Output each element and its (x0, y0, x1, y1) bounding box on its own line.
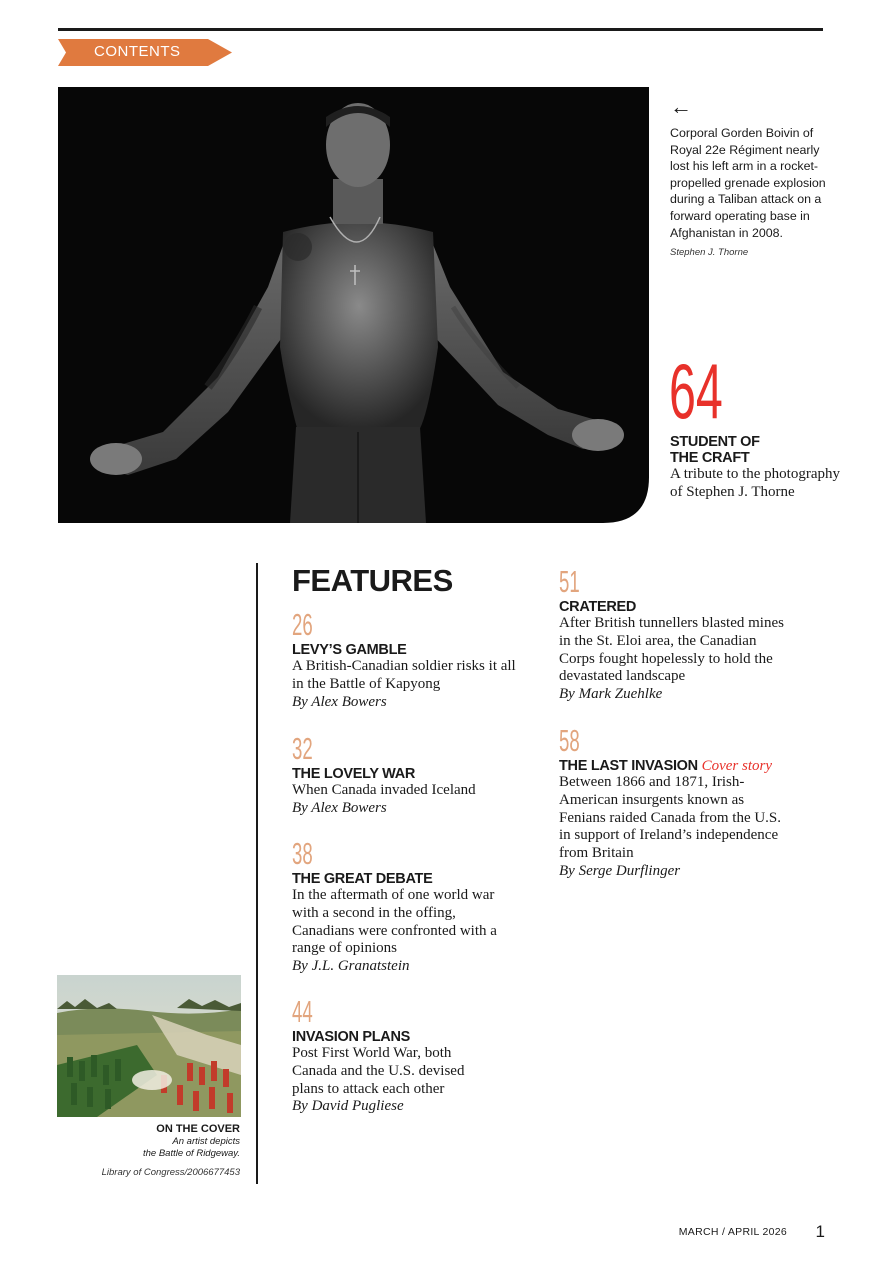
section-label: CONTENTS (94, 43, 181, 60)
cover-credit: Library of Congress/2006677453 (101, 1167, 240, 1178)
story-dek: In the aftermath of one world war with a second in the offing, Canadians were confronted with a range of opinions (292, 887, 497, 957)
contents-tab (58, 39, 232, 66)
story-page-number: 58 (559, 723, 580, 758)
hero-photo (58, 87, 649, 523)
features-heading: FEATURES (292, 563, 453, 598)
story-byline: By J.L. Granatstein (292, 958, 410, 975)
highlight-title-line1: STUDENT OF (670, 434, 760, 450)
story-page-number: 38 (292, 836, 313, 871)
story-dek: Post First World War, both Canada and the U.S. devised plans to attack each other (292, 1045, 465, 1097)
story-dek: A British-Canadian soldier risks it all in the Battle of Kapyong (292, 658, 516, 692)
story-title-row (559, 758, 793, 774)
cover-story-flag: Cover story (701, 758, 772, 774)
highlight-page-number[interactable]: 64 (669, 347, 723, 435)
cover-image[interactable] (57, 975, 241, 1117)
story-title: THE GREAT DEBATE (292, 871, 433, 887)
story-dek: After British tunnellers blasted mines in the St. Eloi area, the Canadian Corps fought hopelessly to hold the devastated landscape (559, 615, 784, 685)
story-item[interactable] (292, 995, 492, 1116)
cover-caption-line1: An artist depicts (172, 1136, 240, 1147)
column-divider (256, 563, 258, 1184)
story-page-number: 32 (292, 731, 313, 766)
story-title: THE LAST INVASION (559, 758, 698, 774)
issue-date: MARCH / APRIL 2026 (678, 1226, 788, 1238)
story-item[interactable] (292, 732, 522, 818)
story-page-number: 51 (559, 564, 580, 599)
story-dek: When Canada invaded Iceland (292, 782, 476, 798)
story-page-number: 26 (292, 607, 313, 642)
highlight-story[interactable] (670, 434, 840, 502)
story-title: CRATERED (559, 599, 637, 615)
story-byline: By David Pugliese (292, 1098, 404, 1115)
story-byline: By Mark Zuehlke (559, 686, 663, 703)
page-footer (679, 1222, 825, 1242)
story-dek: Between 1866 and 1871, Irish-American insurgents known as Fenians raided Canada from the U.S. in support of Ireland’s independence from Britain (559, 774, 782, 862)
story-title: LEVY’S GAMBLE (292, 642, 407, 658)
story-title: INVASION PLANS (292, 1029, 410, 1045)
story-byline: By Alex Bowers (292, 799, 387, 816)
cover-caption-title: ON THE COVER (156, 1123, 240, 1135)
story-item[interactable] (559, 565, 789, 704)
photo-credit: Stephen J. Thorne (670, 247, 749, 259)
top-rule (58, 28, 823, 31)
story-byline: By Alex Bowers (292, 693, 387, 710)
story-byline: By Serge Durflinger (559, 862, 681, 879)
hero-caption (670, 95, 830, 258)
story-item-cover[interactable] (559, 724, 793, 881)
story-title: THE LOVELY WAR (292, 766, 416, 782)
highlight-title-line2: THE CRAFT (670, 450, 750, 466)
left-arrow-icon: ← (670, 94, 692, 119)
story-item[interactable] (292, 608, 522, 711)
page-number: 1 (815, 1222, 825, 1241)
story-page-number: 44 (292, 994, 313, 1029)
highlight-dek: A tribute to the photography of Stephen J. Thorne (670, 466, 840, 500)
story-item[interactable] (292, 837, 514, 976)
cover-caption (57, 1122, 240, 1179)
caption-text: Corporal Gorden Boivin of Royal 22e Régiment nearly lost his left arm in a rocket-propelled grenade explosion during a Taliban attack on a forward operating base in Afghanistan in 2008. (670, 126, 826, 240)
cover-caption-line2: the Battle of Ridgeway. (143, 1148, 240, 1159)
